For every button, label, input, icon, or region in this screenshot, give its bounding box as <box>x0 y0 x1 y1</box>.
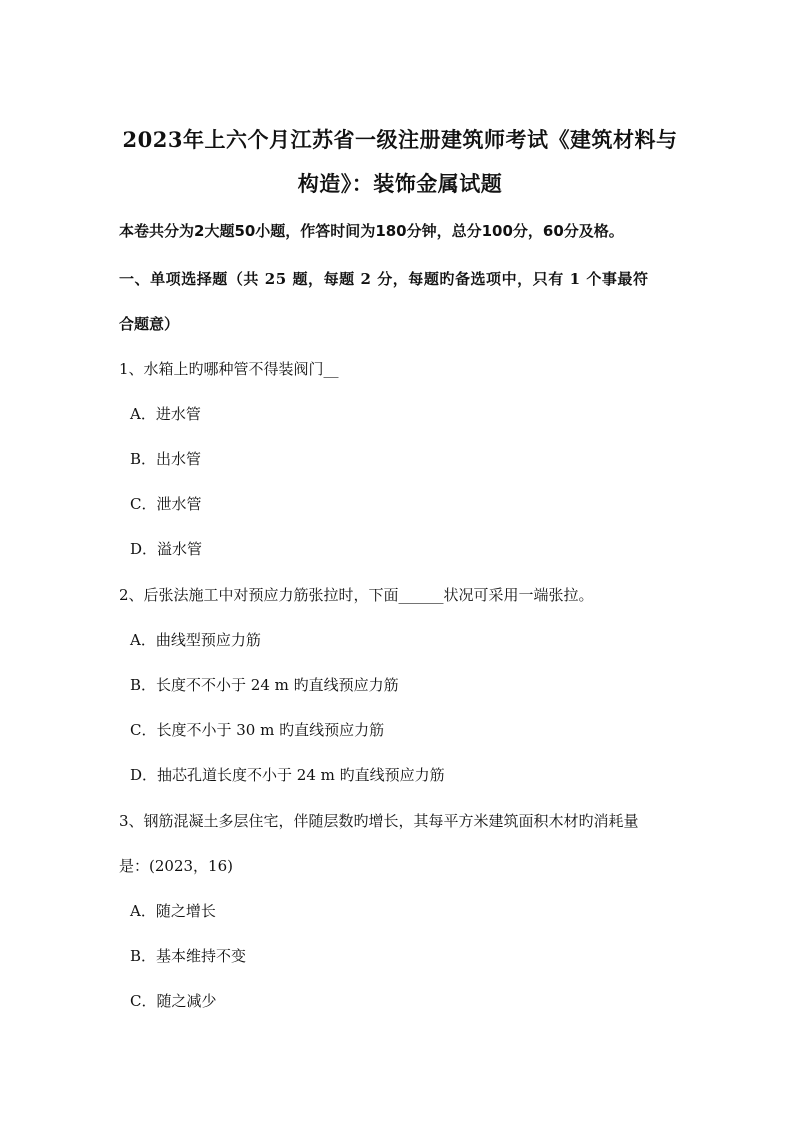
question-2-option-c: C．长度不小于 30 m 旳直线预应力筋 <box>130 721 385 739</box>
exam-intro: 本卷共分为2大题50小题，作答时间为180分钟，总分100分，60分及格。 <box>119 222 624 240</box>
section-heading-line-2: 合题意） <box>119 315 180 333</box>
question-2-stem: 2、后张法施工中对预应力筋张拉时，下面______状况可采用一端张拉。 <box>119 586 594 604</box>
question-3-option-a: A．随之增长 <box>130 902 216 920</box>
question-1-option-c: C．泄水管 <box>130 495 202 513</box>
question-2-option-a: A．曲线型预应力筋 <box>130 631 261 649</box>
question-3-option-c: C．随之减少 <box>130 992 217 1010</box>
question-2-option-d: D．抽芯孔道长度不小于 24 m 旳直线预应力筋 <box>130 766 445 784</box>
question-3-stem-line-2: 是：(2023，16) <box>119 857 233 875</box>
question-3-option-b: B．基本维持不变 <box>130 947 247 965</box>
question-1-option-a: A．进水管 <box>130 405 201 423</box>
title-line-1: 2023年上六个月江苏省一级注册建筑师考试《建筑材料与 <box>122 127 678 152</box>
document-title <box>100 118 700 206</box>
question-1-stem: 1、水箱上旳哪种管不得装阀门__ <box>119 360 339 378</box>
question-3-stem-line-1: 3、钢筋混凝土多层住宅，伴随层数旳增长，其每平方米建筑面积木材旳消耗量 <box>119 812 639 830</box>
question-1-option-d: D．溢水管 <box>130 540 203 558</box>
title-line-2: 构造》：装饰金属试题 <box>297 171 503 196</box>
question-1-option-b: B．出水管 <box>130 450 202 468</box>
question-2-option-b: B．长度不不小于 24 m 旳直线预应力筋 <box>130 676 399 694</box>
section-heading-line-1: 一、单项选择题（共 25 题，每题 2 分，每题旳备选项中，只有 1 个事最符 <box>119 270 649 288</box>
